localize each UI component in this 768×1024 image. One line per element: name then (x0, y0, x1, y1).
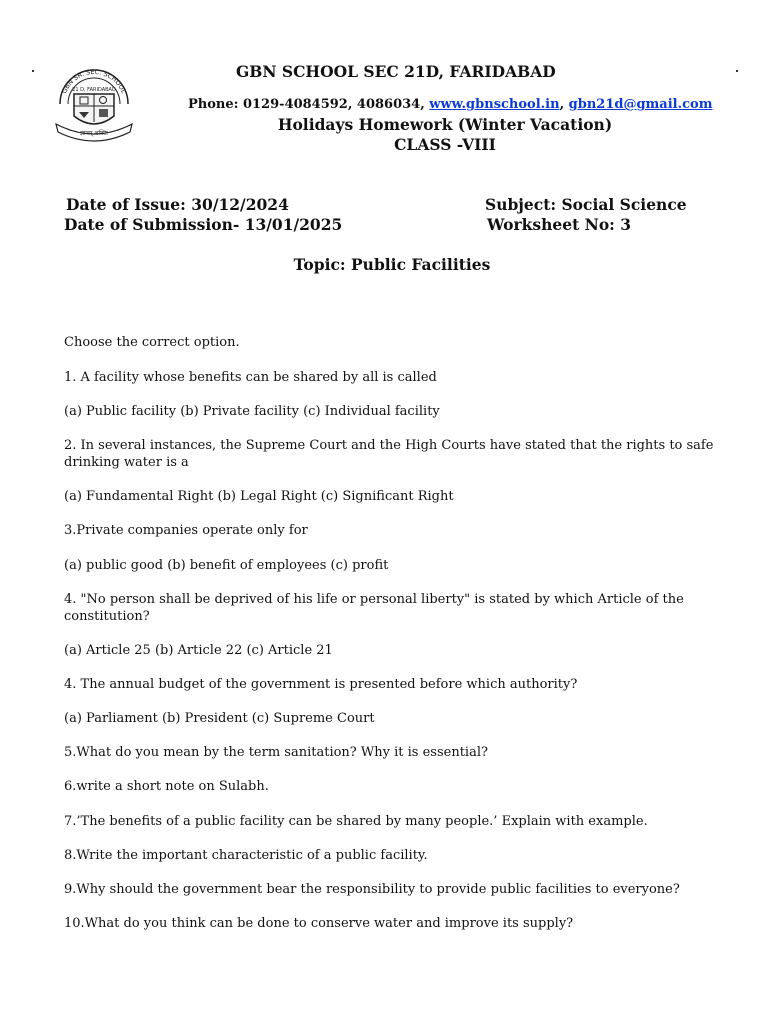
question-7: 7.’The benefits of a public facility can be shared by many people.’ Explain with example. (64, 814, 648, 829)
homework-title: Holidays Homework (Winter Vacation) (277, 115, 613, 134)
class-label: CLASS -VIII (394, 135, 496, 154)
question-2: 2. In several instances, the Supreme Court and the High Courts have stated that the rights to safe drinking water is a (64, 438, 714, 470)
school-name: GBN SCHOOL SEC 21D, FARIDABAD (236, 62, 556, 81)
question-9: 9.Why should the government bear the responsibility to provide public facilities to everyone? (64, 882, 680, 897)
options-1: (a) Public facility (b) Private facility (c) Individual facility (64, 404, 440, 419)
question-4: 4. "No person shall be deprived of his life or personal liberty" is stated by which Article of the constitution? (64, 592, 684, 624)
logo-text-top: GBN SR. SEC. SCHOOL (60, 67, 128, 95)
subject-label: Subject: Social Science (485, 195, 687, 214)
topic-heading: Topic: Public Facilities (293, 255, 491, 274)
contact-line (188, 97, 712, 112)
stray-dot-right (736, 70, 738, 72)
options-4b: (a) Parliament (b) President (c) Supreme Court (64, 711, 375, 726)
logo-motto: ज्ञानम् शक्तिः (80, 130, 108, 137)
email-link[interactable]: gbn21d@gmail.com (568, 97, 713, 112)
contact-separator: , (559, 97, 569, 112)
worksheet-number: Worksheet No: 3 (487, 215, 632, 234)
question-8: 8.Write the important characteristic of a public facility. (64, 848, 428, 863)
question-1: 1. A facility whose benefits can be shared by all is called (64, 370, 437, 385)
date-of-issue: Date of Issue: 30/12/2024 (66, 195, 289, 214)
stray-dot-left (32, 70, 34, 72)
options-2: (a) Fundamental Right (b) Legal Right (c) Significant Right (64, 489, 454, 504)
question-6: 6.write a short note on Sulabh. (64, 779, 269, 794)
options-3: (a) public good (b) benefit of employees (c) profit (64, 558, 389, 573)
question-5: 5.What do you mean by the term sanitation? Why it is essential? (64, 745, 488, 760)
question-4b: 4. The annual budget of the government is presented before which authority? (64, 677, 578, 692)
question-3: 3.Private companies operate only for (64, 523, 308, 538)
logo-text-sub: 21 D, FARIDABAD (72, 87, 116, 93)
phone-text: Phone: 0129-4084592, 4086034, (188, 97, 430, 112)
date-of-submission: Date of Submission- 13/01/2025 (64, 215, 343, 234)
website-link[interactable]: www.gbnschool.in (429, 97, 560, 112)
question-10: 10.What do you think can be done to conserve water and improve its supply? (64, 916, 574, 931)
options-4: (a) Article 25 (b) Article 22 (c) Article 21 (64, 643, 333, 658)
instructions: Choose the correct option. (64, 335, 240, 350)
